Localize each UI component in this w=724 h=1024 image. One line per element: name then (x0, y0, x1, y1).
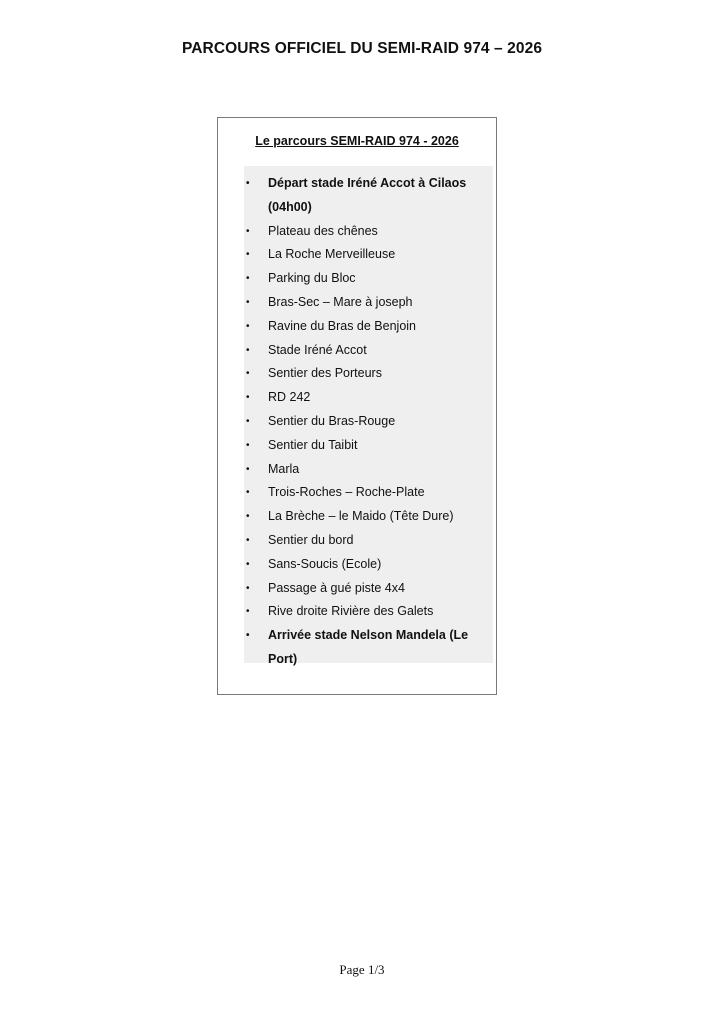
route-item: • Stade Iréné Accot (244, 339, 480, 363)
route-item: • Sentier des Porteurs (244, 362, 480, 386)
route-item: • Sentier du Bras-Rouge (244, 410, 480, 434)
route-item: • Plateau des chênes (244, 220, 480, 244)
route-box (217, 117, 497, 695)
route-item: • Départ stade Iréné Accot à Cilaos (04h00) (244, 172, 480, 220)
route-item: • La Roche Merveilleuse (244, 243, 480, 267)
route-item: • Passage à gué piste 4x4 (244, 577, 480, 601)
route-item: • Sentier du bord (244, 529, 480, 553)
route-item: • Marla (244, 458, 480, 482)
route-box-title: Le parcours SEMI-RAID 974 - 2026 (255, 134, 459, 148)
route-item: • Parking du Bloc (244, 267, 480, 291)
document-title: PARCOURS OFFICIEL DU SEMI-RAID 974 – 2026 (181, 40, 543, 57)
route-item: • Rive droite Rivière des Galets (244, 600, 480, 624)
route-item: • RD 242 (244, 386, 480, 410)
route-item: • Arrivée stade Nelson Mandela (Le Port) (244, 624, 480, 672)
route-item: • Bras-Sec – Mare à joseph (244, 291, 480, 315)
route-item: • Sentier du Taibit (244, 434, 480, 458)
route-item: • Ravine du Bras de Benjoin (244, 315, 480, 339)
page-number: Page 1/3 (339, 962, 385, 977)
route-item: • La Brèche – le Maido (Tête Dure) (244, 505, 480, 529)
route-item: • Trois-Roches – Roche-Plate (244, 481, 480, 505)
route-item: • Sans-Soucis (Ecole) (244, 553, 480, 577)
route-list (244, 172, 480, 672)
